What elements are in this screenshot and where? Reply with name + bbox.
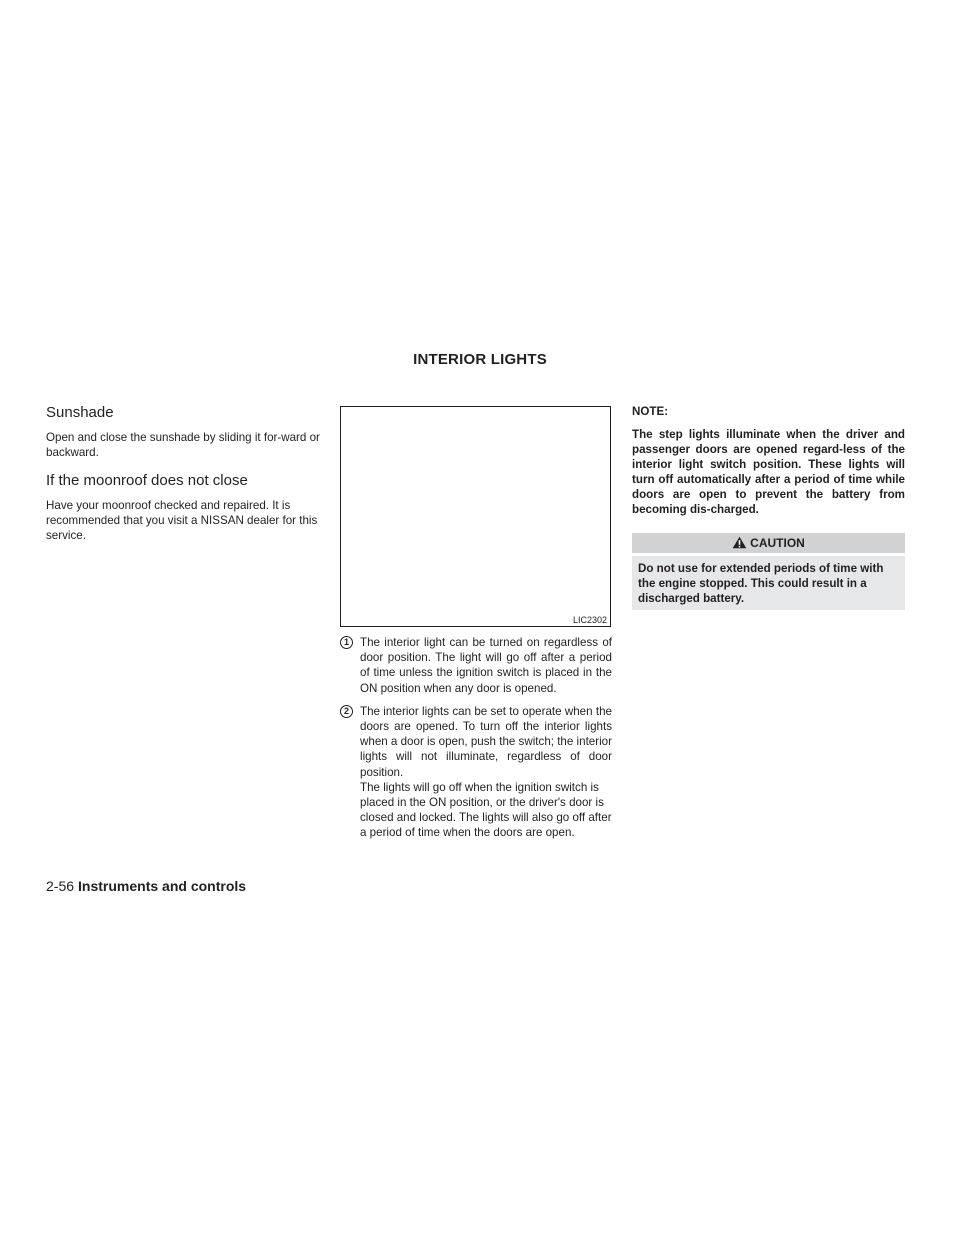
section-title: INTERIOR LIGHTS	[413, 351, 547, 368]
caution-text: Do not use for extended periods of time with the engine stopped. This could result in a discharged battery.	[632, 556, 905, 610]
figure-code: LIC2302	[572, 615, 607, 625]
chapter-title: Instruments and controls	[78, 878, 247, 894]
list-item	[340, 704, 612, 841]
item-text: The interior lights can be set to operate when the doors are opened. To turn off the interior lights when a door is open, push the switch; the interior lights will not illuminate, regardless of door position.	[360, 704, 612, 779]
moonroof-heading: If the moonroof does not close	[46, 472, 248, 489]
list-item	[340, 635, 612, 696]
moonroof-text: Have your moonroof checked and repaired. It is recommended that you visit a NISSAN dealer for this service.	[46, 499, 318, 542]
note-heading: NOTE:	[632, 405, 669, 418]
right-column	[632, 404, 905, 610]
left-column	[46, 404, 322, 555]
warning-triangle-icon	[732, 535, 747, 555]
sunshade-text: Open and close the sunshade by sliding it for-ward or backward.	[46, 431, 320, 459]
illustration-frame	[340, 406, 611, 627]
item-number-badge: 2	[340, 705, 353, 718]
middle-column	[340, 404, 612, 841]
item-text: The interior light can be turned on regardless of door position. The light will go off after a period of time unless the ignition switch is placed in the ON position when any door is opened.	[360, 636, 612, 695]
page-number: 2-56	[46, 878, 75, 894]
item-number-badge: 1	[340, 636, 353, 649]
item-extra-text: The lights will go off when the ignition switch is placed in the ON position, or the driver's door is closed and locked. The lights will also go off after a period of time when the doors are open.	[360, 780, 612, 840]
note-text: The step lights illuminate when the driver and passenger doors are opened regard-less of the interior light switch position. These lights will turn off automatically after a period of time while doors are open to prevent the battery from becoming dis-charged.	[632, 428, 905, 516]
page-footer	[46, 878, 246, 894]
caution-box	[632, 533, 905, 610]
sunshade-heading: Sunshade	[46, 404, 114, 421]
caution-label: CAUTION	[750, 536, 805, 550]
caution-header	[632, 533, 905, 553]
